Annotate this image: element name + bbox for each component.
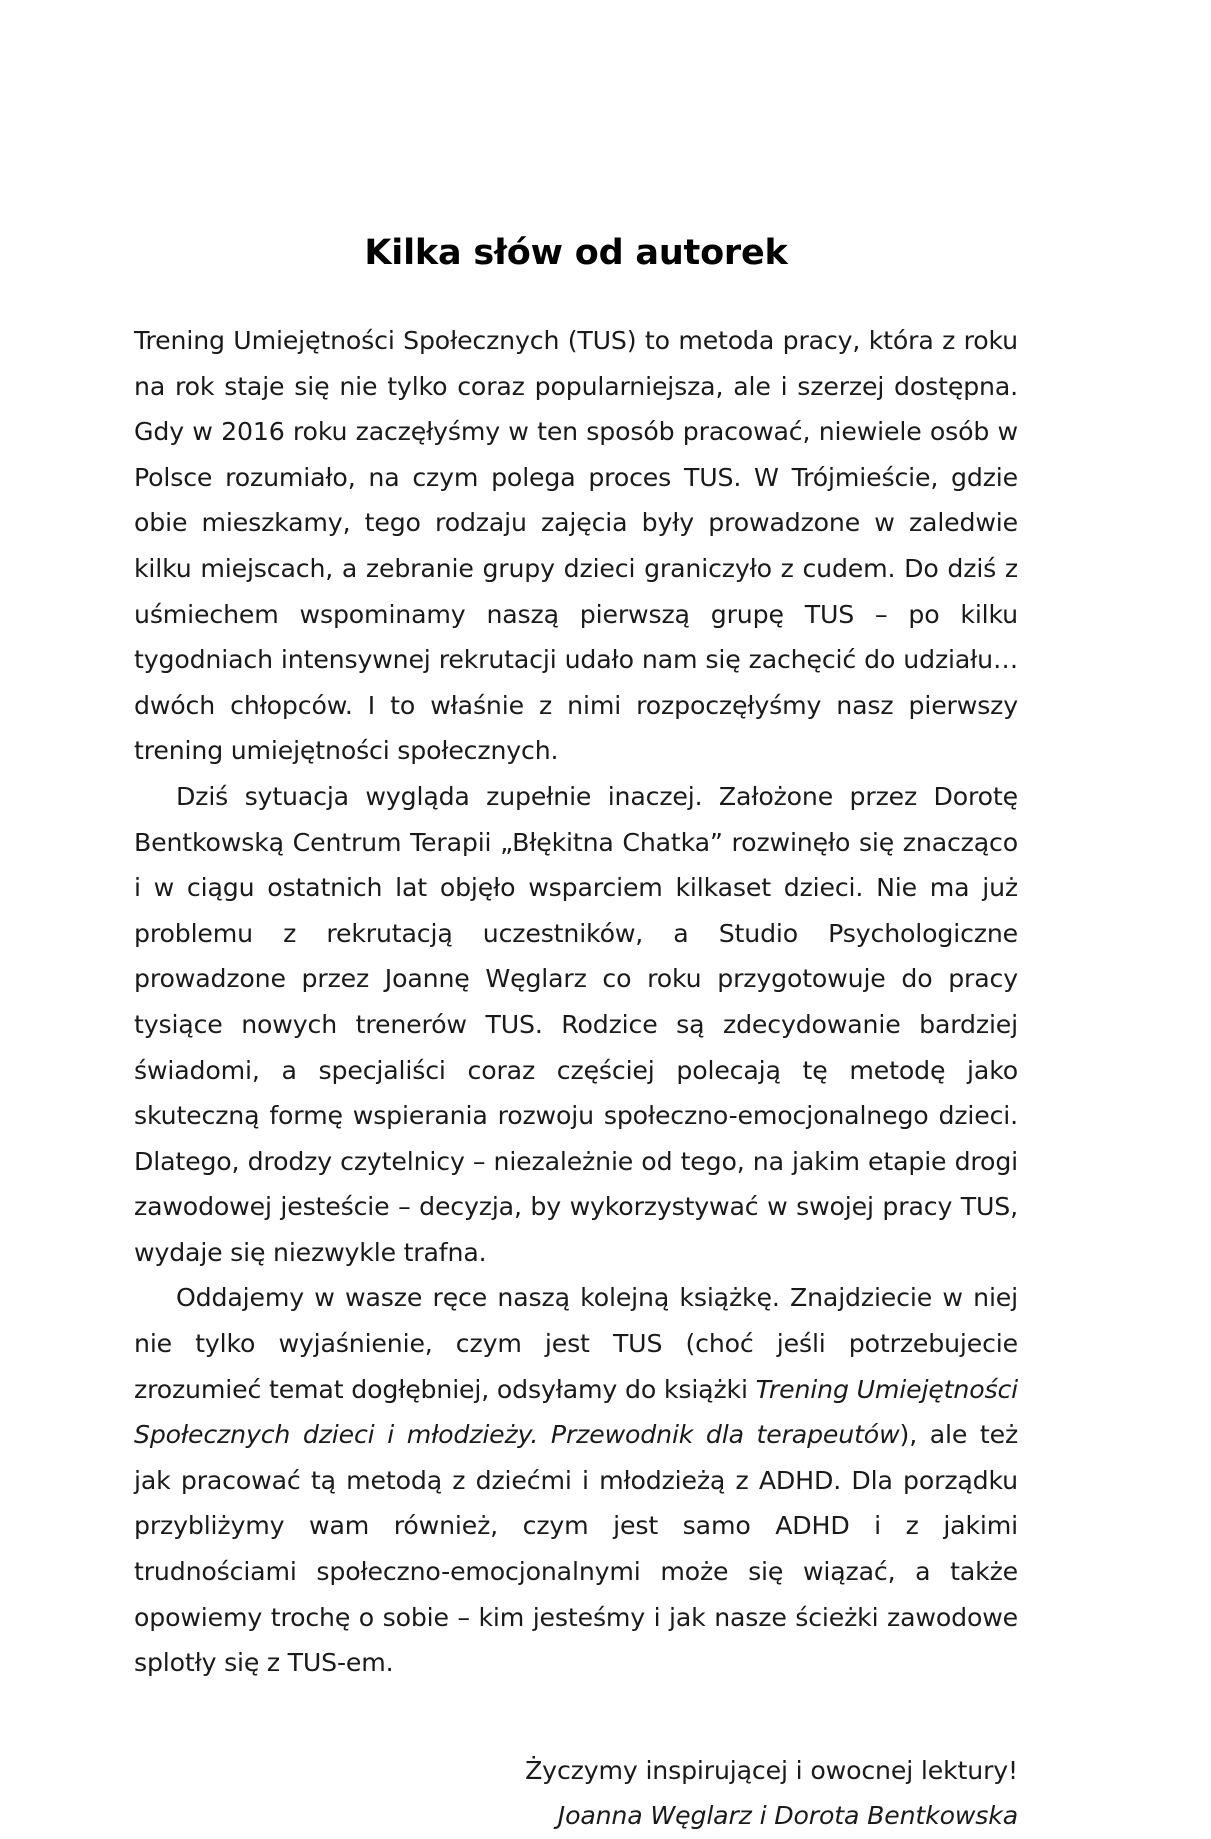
paragraph-3-segment-tail: ), ale też jak pracować tą metodą z dziećmi i młodzieżą z ADHD. Dla porządku przybliżymy wam również, czym jest samo ADHD i z jakimi trudnościami społeczno-emocjonalnymi może się wiązać, a także opowiemy trochę o sobie – kim jesteśmy i jak nasze ścieżki zawodowe splotły się z TUS-em. [134,1420,1019,1678]
body-paragraph-1: Trening Umiejętności Społecznych (TUS) to metoda pracy, która z roku na rok staje się nie tylko coraz popularniejsza, ale i szerzej dostępna. Gdy w 2016 roku zaczęłyśmy w ten sposób pracować, niewiele osób w Polsce rozumiało, na czym polega proces TUS. W Trójmieście, gdzie obie mieszkamy, tego rodzaju zajęcia były prowadzone w zaledwie kilku miejscach, a zebranie grupy dzieci graniczyło z cudem. Do dziś z uśmiechem wspominamy naszą pierwszą grupę TUS – po kilku tygodniach intensywnej rekrutacji udało nam się zachęcić do udziału… dwóch chłopców. I to właśnie z nimi rozpoczęłyśmy nasz pierwszy trening umiejętności społecznych. [134,326,1018,766]
signoff-wish: Życzymy inspirującej i owocnej lektury! [525,1755,1018,1785]
body-paragraph-2: Dziś sytuacja wygląda zupełnie inaczej. Założone przez Dorotę Bentkowską Centrum Terapii „Błękitna Chatka” rozwinęło się znacząco i w ciągu ostatnich lat objęło wsparciem kilkaset dzieci. Nie ma już problemu z rekrutacją uczestników, a Studio Psychologiczne prowadzone przez Joannę Węglarz co roku przygotowuje do pracy tysiące nowych trenerów TUS. Rodzice są zdecydowanie bardziej świadomi, a specjaliści coraz częściej polecają tę metodę jako skuteczną formę wspierania rozwoju społeczno-emocjonalnego dzieci. Dlatego, drodzy czytelnicy – niezależnie od tego, na jakim etapie drogi zawodowej jesteście – decyzja, by wykorzystywać w swojej pracy TUS, wydaje się niezwykle trafna. [134,781,1018,1267]
body-paragraph-3 [134,1275,1018,1685]
referenced-book-title: Trening Umiejętności Społecznych dzieci i młodzieży. Przewodnik dla terapeutów [134,1374,1018,1450]
paragraph-3-segment-lead: Oddajemy w wasze ręce naszą kolejną książkę. Znajdziecie w niej nie tylko wyjaśnienie, czym jest TUS (choć jeśli potrzebujecie zrozumieć temat dogłębniej, odsyłamy do książki [134,1283,1018,1404]
page-content [134,232,1018,1839]
signoff-authors: Joanna Węglarz i Dorota Bentkowska [557,1801,1018,1831]
signoff-block [134,1748,1018,1839]
page-title: Kilka słów od autorek [364,233,788,273]
